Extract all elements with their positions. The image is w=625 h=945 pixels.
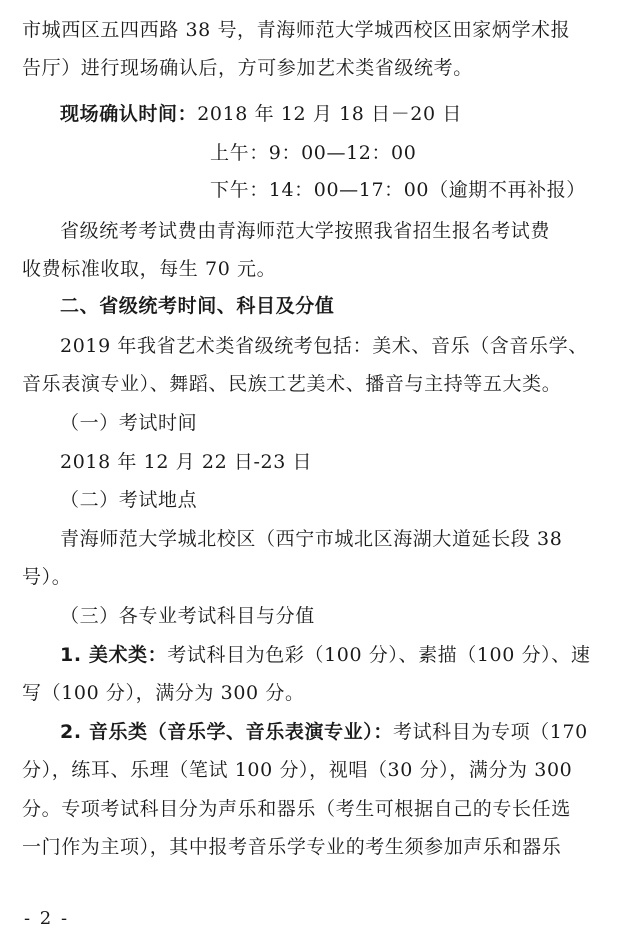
section-heading-2: 二、省级统考时间、科目及分值 (60, 295, 335, 317)
exam-fee-line-2: 收费标准收取，每生 70 元。 (22, 258, 277, 280)
subheading-subjects: （三）各专业考试科目与分值 (60, 605, 315, 627)
art-category-line-1: 1. 美术类：考试科目为色彩（100 分）、素描（100 分）、速 (60, 644, 591, 666)
music-category-line-3: 分。专项考试科目分为声乐和器乐（考生可根据自己的专长任选 (22, 798, 571, 820)
art-category-label: 1. 美术类： (60, 644, 168, 666)
exam-categories-line-1: 2019 年我省艺术类省级统考包括：美术、音乐（含音乐学、 (60, 335, 588, 357)
music-category-line-2: 分），练耳、乐理（笔试 100 分），视唱（30 分），满分为 300 (22, 759, 573, 781)
exam-categories-line-2: 音乐表演专业）、舞蹈、民族工艺美术、播音与主持等五大类。 (22, 373, 562, 395)
confirm-time-value: 2018 年 12 月 18 日－20 日 (197, 103, 462, 125)
confirm-time-line (60, 102, 462, 126)
exam-date: 2018 年 12 月 22 日-23 日 (60, 451, 313, 473)
subheading-exam-time: （一）考试时间 (60, 412, 198, 434)
afternoon-time: 下午：14：00—17：00（逾期不再补报） (210, 179, 586, 201)
body-line-1: 市城西区五四西路 38 号，青海师范大学城西校区田家炳学术报 (22, 19, 571, 41)
exam-location-line-2: 号）。 (22, 566, 72, 588)
subheading-exam-location: （二）考试地点 (60, 489, 198, 511)
art-category-line-2: 写（100 分），满分为 300 分。 (22, 682, 305, 704)
morning-time: 上午：9：00—12：00 (210, 142, 417, 164)
body-line-2: 告厅）进行现场确认后，方可参加艺术类省级统考。 (22, 57, 473, 79)
music-category-label: 2. 音乐类（音乐学、音乐表演专业）： (60, 721, 393, 743)
music-category-line-1: 2. 音乐类（音乐学、音乐表演专业）：考试科目为专项（170 (60, 721, 588, 743)
exam-fee-line-1: 省级统考考试费由青海师范大学按照我省招生报名考试费 (60, 220, 551, 242)
music-category-line-4: 一门作为主项），其中报考音乐学专业的考生须参加声乐和器乐 (22, 836, 562, 858)
exam-location-line-1: 青海师范大学城北校区（西宁市城北区海湖大道延长段 38 (60, 528, 563, 550)
page-number: - 2 - (24, 908, 70, 929)
confirm-time-label: 现场确认时间： (60, 103, 198, 125)
